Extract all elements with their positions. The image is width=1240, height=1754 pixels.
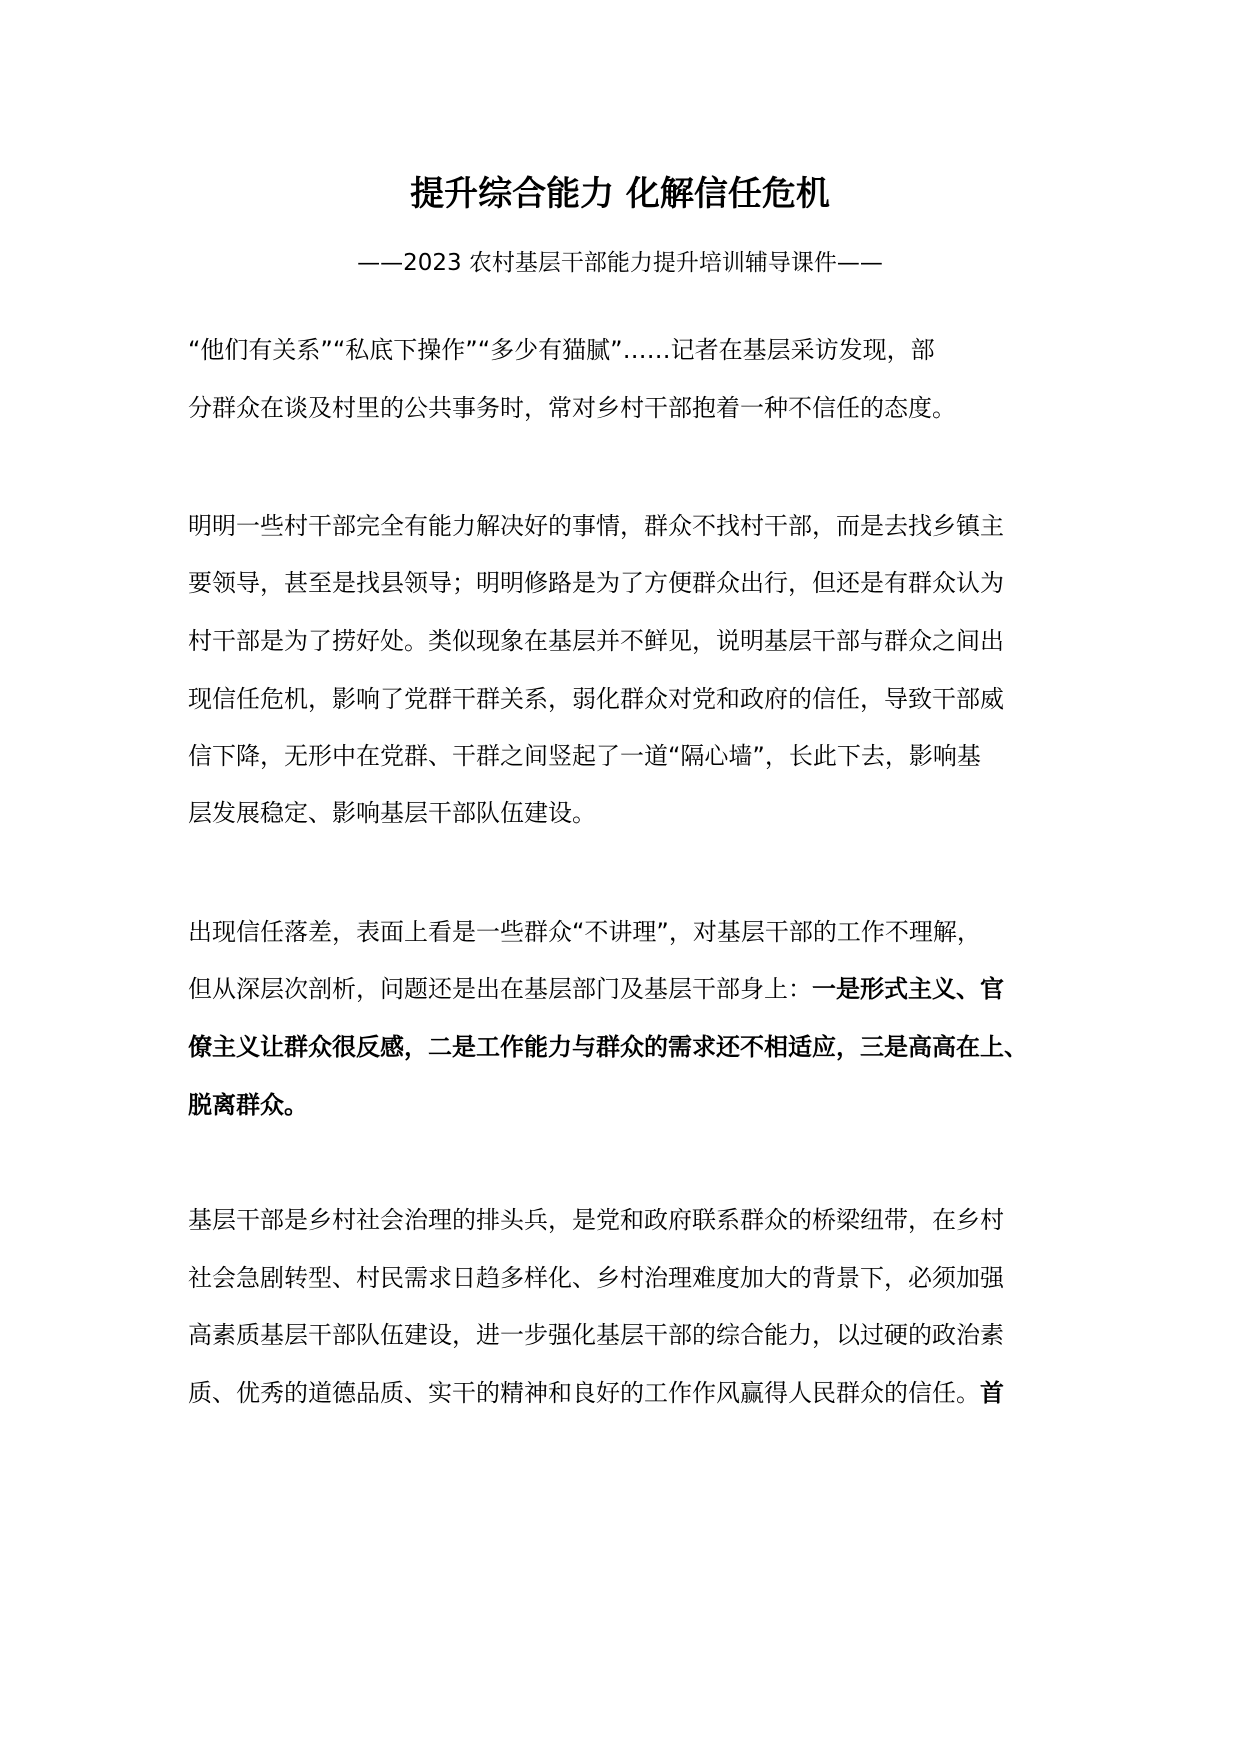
text-segment: 高素质基层干部队伍建设，进一步强化基层干部的综合能力，以过硬的政治素 (188, 1321, 1004, 1349)
text-segment: 但从深层次剖析，问题还是出在基层部门及基层干部身上： (188, 975, 812, 1003)
document-title: 提升综合能力 化解信任危机 (410, 174, 830, 214)
text-segment: “他们有关系”“私底下操作”“多少有猫腻”……记者在基层采访发现，部 (188, 336, 935, 364)
text-segment: 出现信任落差，表面上看是一些群众“不讲理”，对基层干部的工作不理解， (188, 918, 981, 946)
document-subtitle: ——2023 农村基层干部能力提升培训辅导课件—— (357, 250, 883, 276)
body-line (188, 506, 1068, 546)
body-line (188, 736, 1068, 776)
body-line (188, 1027, 1068, 1067)
text-segment: 明明一些村干部完全有能力解决好的事情，群众不找村干部，而是去找乡镇主 (188, 512, 1004, 540)
text-segment: 要领导，甚至是找县领导；明明修路是为了方便群众出行，但还是有群众认为 (188, 569, 1004, 597)
body-line (188, 912, 1068, 952)
body-line (188, 388, 1068, 428)
text-segment: 基层干部是乡村社会治理的排头兵，是党和政府联系群众的桥梁纽带，在乡村 (188, 1206, 1004, 1234)
body-line (188, 563, 1068, 603)
body-line (188, 793, 1068, 833)
bold-text-segment: 一是形式主义、官 (812, 975, 1004, 1003)
text-segment: 村干部是为了捞好处。类似现象在基层并不鲜见，说明基层干部与群众之间出 (188, 627, 1004, 655)
body-line (188, 969, 1068, 1009)
body-line (188, 621, 1068, 661)
body-line (188, 1373, 1068, 1413)
body-line (188, 1085, 1068, 1125)
body-line (188, 679, 1068, 719)
body-line (188, 1315, 1068, 1355)
body-line (188, 1258, 1068, 1298)
bold-text-segment: 首 (980, 1379, 1004, 1407)
text-segment: 质、优秀的道德品质、实干的精神和良好的工作作风赢得人民群众的信任。 (188, 1379, 980, 1407)
body-line (188, 330, 1068, 370)
body-line (188, 1200, 1068, 1240)
text-segment: 层发展稳定、影响基层干部队伍建设。 (188, 799, 596, 827)
bold-text-segment: 僚主义让群众很反感，二是工作能力与群众的需求还不相适应，三是高高在上、 (188, 1033, 1028, 1061)
text-segment: 分群众在谈及村里的公共事务时，常对乡村干部抱着一种不信任的态度。 (188, 394, 956, 422)
text-segment: 现信任危机，影响了党群干群关系，弱化群众对党和政府的信任，导致干部威 (188, 685, 1004, 713)
bold-text-segment: 脱离群众。 (188, 1091, 308, 1119)
text-segment: 社会急剧转型、村民需求日趋多样化、乡村治理难度加大的背景下，必须加强 (188, 1264, 1004, 1292)
text-segment: 信下降，无形中在党群、干群之间竖起了一道“隔心墙”，长此下去，影响基 (188, 742, 981, 770)
